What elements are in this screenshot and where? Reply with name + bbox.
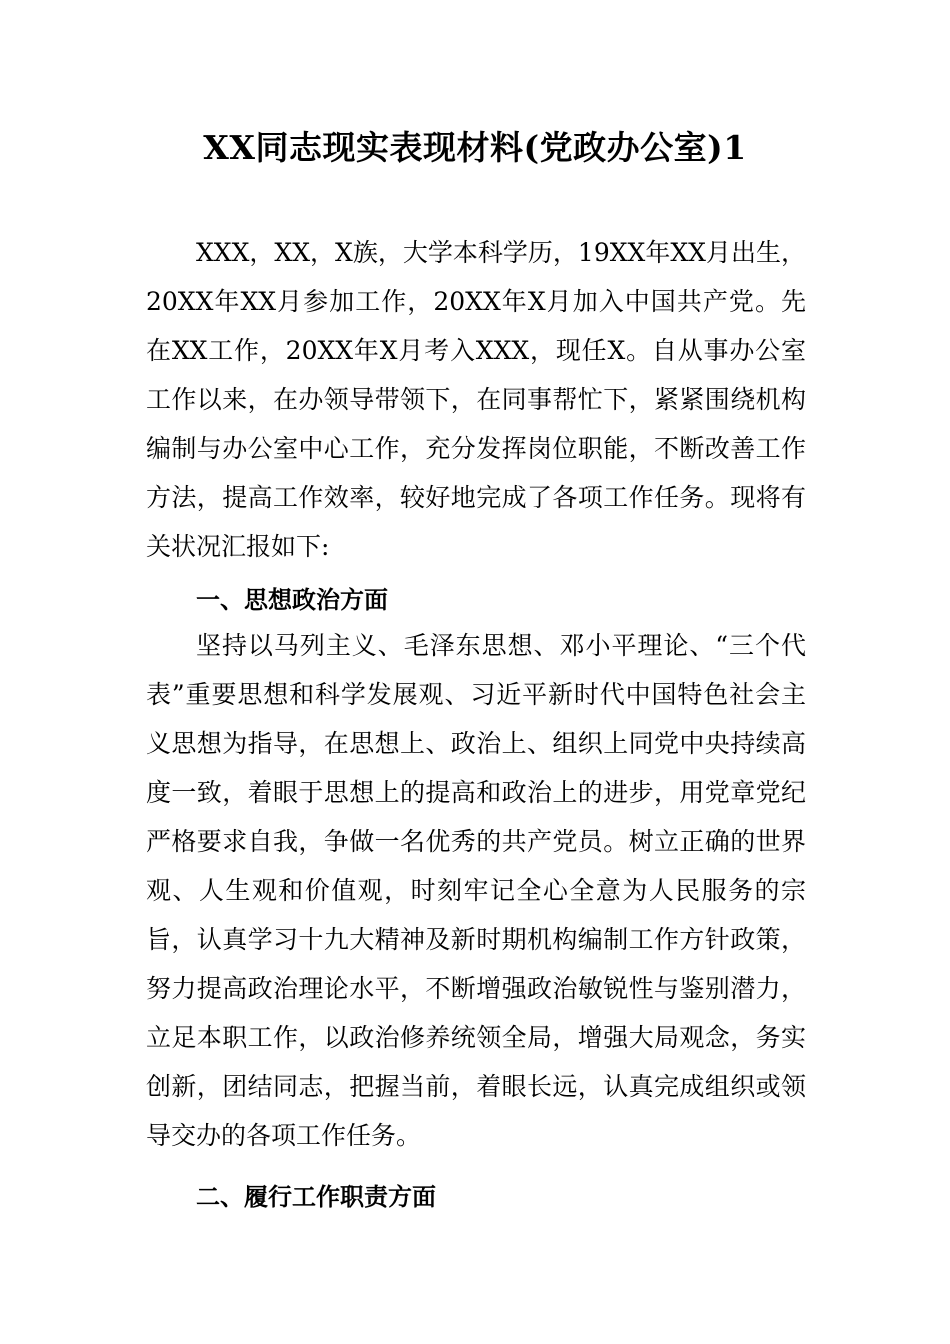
section-heading-ideology: 一、思想政治方面 [196,586,388,614]
intro-paragraph: XXX，XX，X族，大学本科学历，19XX年XX月出生，20XX年XX月参加工作，20XX年X月加入中国共产党。先在XX工作，20XX年X月考入XXX，现任X。自从事办公室工作以来，在办领导带领下，在同事帮忙下，紧紧围绕机构编制与办公室中心工作，充分发挥岗位职能，不断改善工作方法，提高工作效率，较好地完成了各项工作任务。现将有关状况汇报如下: [146,238,806,561]
intro-paragraph-block [146,228,806,571]
document-title: XX同志现实表现材料(党政办公室)1 [203,128,747,167]
section1-paragraph-block [146,621,806,1160]
section1-paragraph: 坚持以马列主义、毛泽东思想、邓小平理论、“三个代表”重要思想和科学发展观、习近平新时代中国特色社会主义思想为指导，在思想上、政治上、组织上同党中央持续高度一致，着眼于思想上的提高和政治上的进步，用党章党纪严格要求自我，争做一名优秀的共产党员。树立正确的世界观、人生观和价值观，时刻牢记全心全意为人民服务的宗旨，认真学习十九大精神及新时期机构编制工作方针政策，努力提高政治理论水平，不断增强政治敏锐性与鉴别潜力，立足本职工作，以政治修养统领全局，增强大局观念，务实创新，团结同志，把握当前，着眼长远，认真完成组织或领导交办的各项工作任务。 [146,631,806,1150]
section-heading-duties: 二、履行工作职责方面 [196,1183,436,1211]
